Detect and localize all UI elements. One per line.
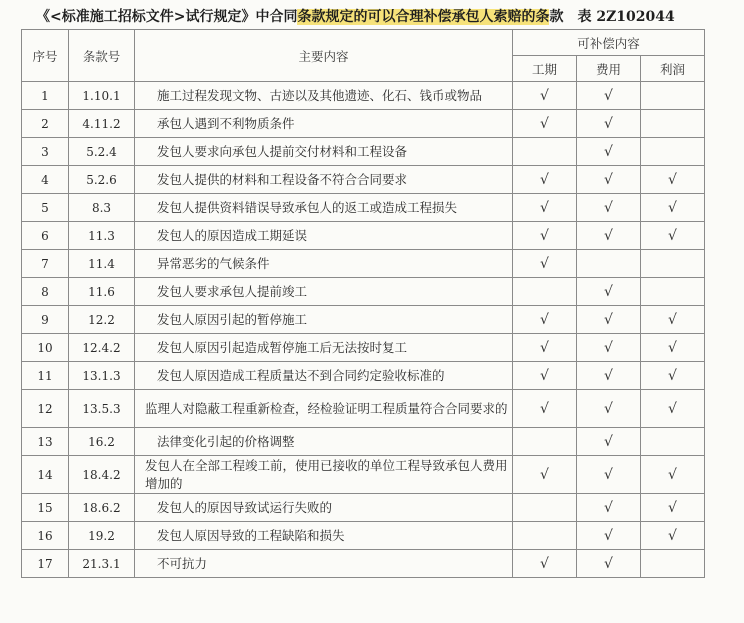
header-time: 工期 (513, 56, 577, 82)
row-clause: 1.10.1 (69, 82, 135, 110)
row-clause: 5.2.4 (69, 138, 135, 166)
row-cost-mark: √ (577, 306, 641, 334)
row-seq: 5 (22, 194, 69, 222)
row-time-mark (513, 428, 577, 456)
row-time-mark: √ (513, 82, 577, 110)
row-clause: 8.3 (69, 194, 135, 222)
table-row (22, 82, 705, 110)
header-compensable: 可补偿内容 (513, 30, 705, 56)
row-seq: 17 (22, 550, 69, 578)
row-content: 发包人原因引起的暂停施工 (135, 306, 513, 334)
row-time-mark (513, 522, 577, 550)
row-time-mark: √ (513, 194, 577, 222)
row-content: 发包人在全部工程竣工前，使用已接收的单位工程导致承包人费用增加的 (135, 456, 513, 494)
row-profit-mark (641, 138, 705, 166)
row-seq: 14 (22, 456, 69, 494)
row-cost-mark: √ (577, 334, 641, 362)
row-seq: 2 (22, 110, 69, 138)
table-number: 表 2Z102044 (577, 9, 675, 25)
row-content: 监理人对隐蔽工程重新检查，经检验证明工程质量符合合同要求的 (135, 390, 513, 428)
row-cost-mark: √ (577, 166, 641, 194)
row-time-mark: √ (513, 334, 577, 362)
row-seq: 11 (22, 362, 69, 390)
row-cost-mark: √ (577, 194, 641, 222)
row-content: 发包人原因导致的工程缺陷和损失 (135, 522, 513, 550)
row-seq: 15 (22, 494, 69, 522)
row-content: 发包人原因造成工程质量达不到合同约定验收标准的 (135, 362, 513, 390)
row-cost-mark: √ (577, 494, 641, 522)
table-row (22, 522, 705, 550)
row-content: 发包人原因引起造成暂停施工后无法按时复工 (135, 334, 513, 362)
row-content: 承包人遇到不利物质条件 (135, 110, 513, 138)
row-profit-mark: √ (641, 390, 705, 428)
row-seq: 4 (22, 166, 69, 194)
row-profit-mark (641, 82, 705, 110)
table-row (22, 550, 705, 578)
row-seq: 1 (22, 82, 69, 110)
table-row (22, 278, 705, 306)
table-body (22, 82, 705, 578)
table-row (22, 166, 705, 194)
row-clause: 11.3 (69, 222, 135, 250)
table-row (22, 138, 705, 166)
row-profit-mark: √ (641, 306, 705, 334)
row-clause: 4.11.2 (69, 110, 135, 138)
table-row (22, 194, 705, 222)
row-profit-mark: √ (641, 362, 705, 390)
row-profit-mark: √ (641, 494, 705, 522)
row-content: 发包人提供的材料和工程设备不符合合同要求 (135, 166, 513, 194)
row-profit-mark: √ (641, 222, 705, 250)
row-seq: 3 (22, 138, 69, 166)
header-content: 主要内容 (135, 30, 513, 82)
table-row (22, 362, 705, 390)
row-content: 发包人要求承包人提前竣工 (135, 278, 513, 306)
row-content: 发包人要求向承包人提前交付材料和工程设备 (135, 138, 513, 166)
row-clause: 18.6.2 (69, 494, 135, 522)
row-cost-mark: √ (577, 390, 641, 428)
row-cost-mark: √ (577, 82, 641, 110)
row-seq: 7 (22, 250, 69, 278)
row-time-mark: √ (513, 306, 577, 334)
caption-suffix: 款 (549, 9, 564, 25)
row-seq: 13 (22, 428, 69, 456)
row-time-mark: √ (513, 550, 577, 578)
row-clause: 13.5.3 (69, 390, 135, 428)
row-cost-mark: √ (577, 456, 641, 494)
row-time-mark (513, 494, 577, 522)
row-cost-mark: √ (577, 278, 641, 306)
row-clause: 12.4.2 (69, 334, 135, 362)
row-profit-mark (641, 278, 705, 306)
row-clause: 16.2 (69, 428, 135, 456)
row-profit-mark: √ (641, 194, 705, 222)
row-profit-mark (641, 250, 705, 278)
row-cost-mark: √ (577, 522, 641, 550)
table-row (22, 250, 705, 278)
table-row (22, 334, 705, 362)
row-clause: 11.4 (69, 250, 135, 278)
row-cost-mark: √ (577, 362, 641, 390)
table-row (22, 306, 705, 334)
row-content: 法律变化引起的价格调整 (135, 428, 513, 456)
caption-prefix: 《<标准施工招标文件>试行规定》中合同 (36, 9, 298, 25)
row-cost-mark: √ (577, 222, 641, 250)
row-time-mark: √ (513, 166, 577, 194)
row-seq: 8 (22, 278, 69, 306)
row-profit-mark: √ (641, 166, 705, 194)
row-content: 施工过程发现文物、古迹以及其他遗迹、化石、钱币或物品 (135, 82, 513, 110)
row-seq: 9 (22, 306, 69, 334)
header-profit: 利润 (641, 56, 705, 82)
header-seq: 序号 (22, 30, 69, 82)
row-cost-mark: √ (577, 138, 641, 166)
row-clause: 12.2 (69, 306, 135, 334)
row-clause: 13.1.3 (69, 362, 135, 390)
row-seq: 6 (22, 222, 69, 250)
row-time-mark: √ (513, 110, 577, 138)
row-seq: 12 (22, 390, 69, 428)
row-content: 发包人的原因导致试运行失败的 (135, 494, 513, 522)
row-profit-mark: √ (641, 456, 705, 494)
table-row (22, 456, 705, 494)
row-time-mark: √ (513, 222, 577, 250)
table-row (22, 390, 705, 428)
row-time-mark: √ (513, 250, 577, 278)
caption-highlight: 条款规定的可以合理补偿承包人索赔的条 (297, 9, 550, 25)
row-clause: 19.2 (69, 522, 135, 550)
table-row (22, 222, 705, 250)
row-clause: 21.3.1 (69, 550, 135, 578)
table-row (22, 110, 705, 138)
row-time-mark (513, 278, 577, 306)
row-content: 不可抗力 (135, 550, 513, 578)
row-profit-mark (641, 428, 705, 456)
row-clause: 18.4.2 (69, 456, 135, 494)
table-caption (36, 6, 736, 28)
header-clause: 条款号 (69, 30, 135, 82)
row-time-mark (513, 138, 577, 166)
row-profit-mark (641, 550, 705, 578)
header-cost: 费用 (577, 56, 641, 82)
row-profit-mark (641, 110, 705, 138)
row-clause: 5.2.6 (69, 166, 135, 194)
row-content: 发包人的原因造成工期延误 (135, 222, 513, 250)
row-seq: 10 (22, 334, 69, 362)
table-row (22, 494, 705, 522)
row-profit-mark: √ (641, 522, 705, 550)
row-time-mark: √ (513, 456, 577, 494)
row-clause: 11.6 (69, 278, 135, 306)
row-time-mark: √ (513, 390, 577, 428)
row-cost-mark: √ (577, 550, 641, 578)
row-cost-mark: √ (577, 110, 641, 138)
row-content: 发包人提供资料错误导致承包人的返工或造成工程损失 (135, 194, 513, 222)
row-content: 异常恶劣的气候条件 (135, 250, 513, 278)
row-seq: 16 (22, 522, 69, 550)
row-time-mark: √ (513, 362, 577, 390)
table-row (22, 428, 705, 456)
row-profit-mark: √ (641, 334, 705, 362)
row-cost-mark: √ (577, 428, 641, 456)
claim-compensation-table (21, 29, 705, 578)
row-cost-mark (577, 250, 641, 278)
